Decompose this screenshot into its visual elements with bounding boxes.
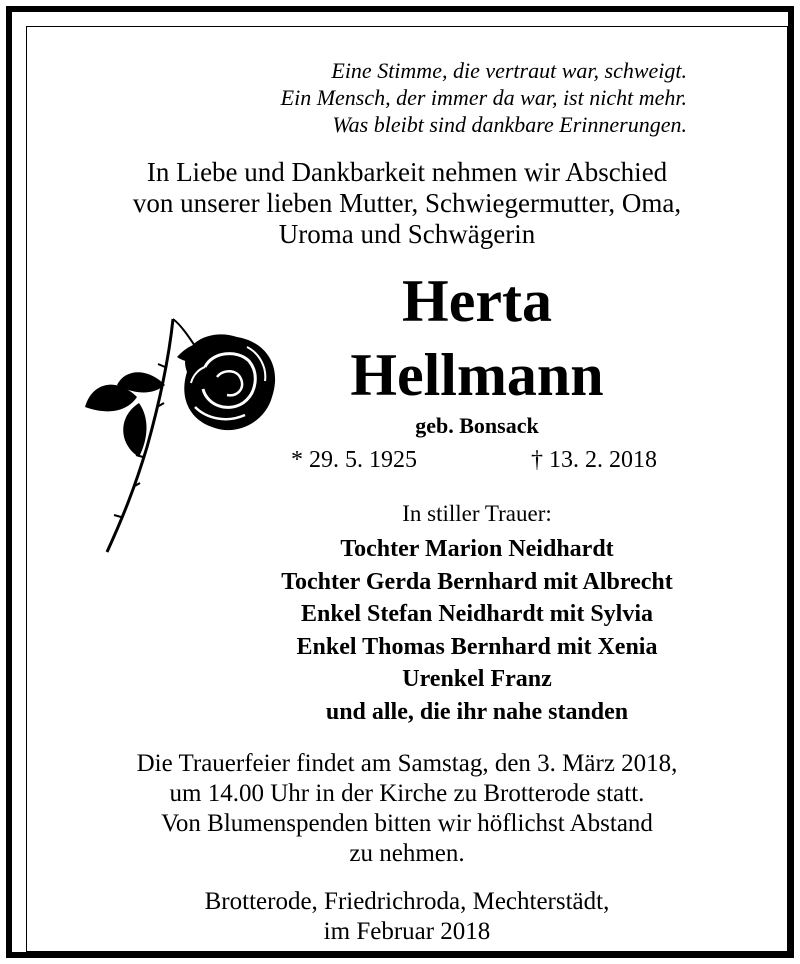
mourner-line: Urenkel Franz	[402, 666, 552, 692]
rose-icon	[77, 297, 277, 557]
place-and-date	[27, 887, 787, 947]
mourner-line: Enkel Stefan Neidhardt mit Sylvia	[300, 601, 654, 627]
death-date: † 13. 2. 2018	[531, 447, 657, 473]
ceremony-line: zu nehmen.	[349, 840, 465, 867]
deceased-last-name: Hellmann	[350, 342, 604, 408]
maiden-name: geb. Bonsack	[415, 413, 539, 438]
mourning-label: In stiller Trauer:	[402, 501, 552, 526]
quote-line: Eine Stimme, die vertraut war, schweigt.	[331, 58, 687, 83]
deceased-first-name: Herta	[402, 268, 552, 334]
mourner-line: Tochter Gerda Bernhard mit Albrecht	[281, 568, 673, 595]
ceremony-line: Von Blumenspenden bitten wir höflichst Abstand	[161, 810, 653, 837]
intro-text	[27, 157, 787, 250]
obituary-notice	[26, 26, 788, 952]
ceremony-line: Die Trauerfeier findet am Samstag, den 3. März 2018,	[136, 750, 678, 777]
ceremony-info	[27, 749, 787, 869]
ceremony-line: um 14.00 Uhr in der Kirche zu Brotterode statt.	[169, 780, 645, 807]
place-line: Brotterode, Friedrichroda, Mechterstädt,	[204, 888, 610, 915]
intro-line: In Liebe und Dankbarkeit nehmen wir Abschied	[146, 157, 668, 187]
mourner-line: Enkel Thomas Bernhard mit Xenia	[296, 633, 658, 660]
memorial-quote	[257, 57, 687, 138]
intro-line: von unserer lieben Mutter, Schwiegermutter, Oma,	[132, 188, 682, 218]
mourner-line: Tochter Marion Neidhardt	[340, 536, 614, 562]
mourners-list	[197, 533, 757, 728]
outer-border	[6, 6, 794, 958]
birth-date: * 29. 5. 1925	[291, 447, 417, 473]
quote-line: Was bleibt sind dankbare Erinnerungen.	[332, 112, 687, 137]
intro-line: Uroma und Schwägerin	[278, 219, 536, 249]
quote-line: Ein Mensch, der immer da war, ist nicht mehr.	[280, 85, 687, 110]
mourner-line: und alle, die ihr nahe standen	[325, 698, 629, 725]
place-line: im Februar 2018	[323, 918, 491, 945]
